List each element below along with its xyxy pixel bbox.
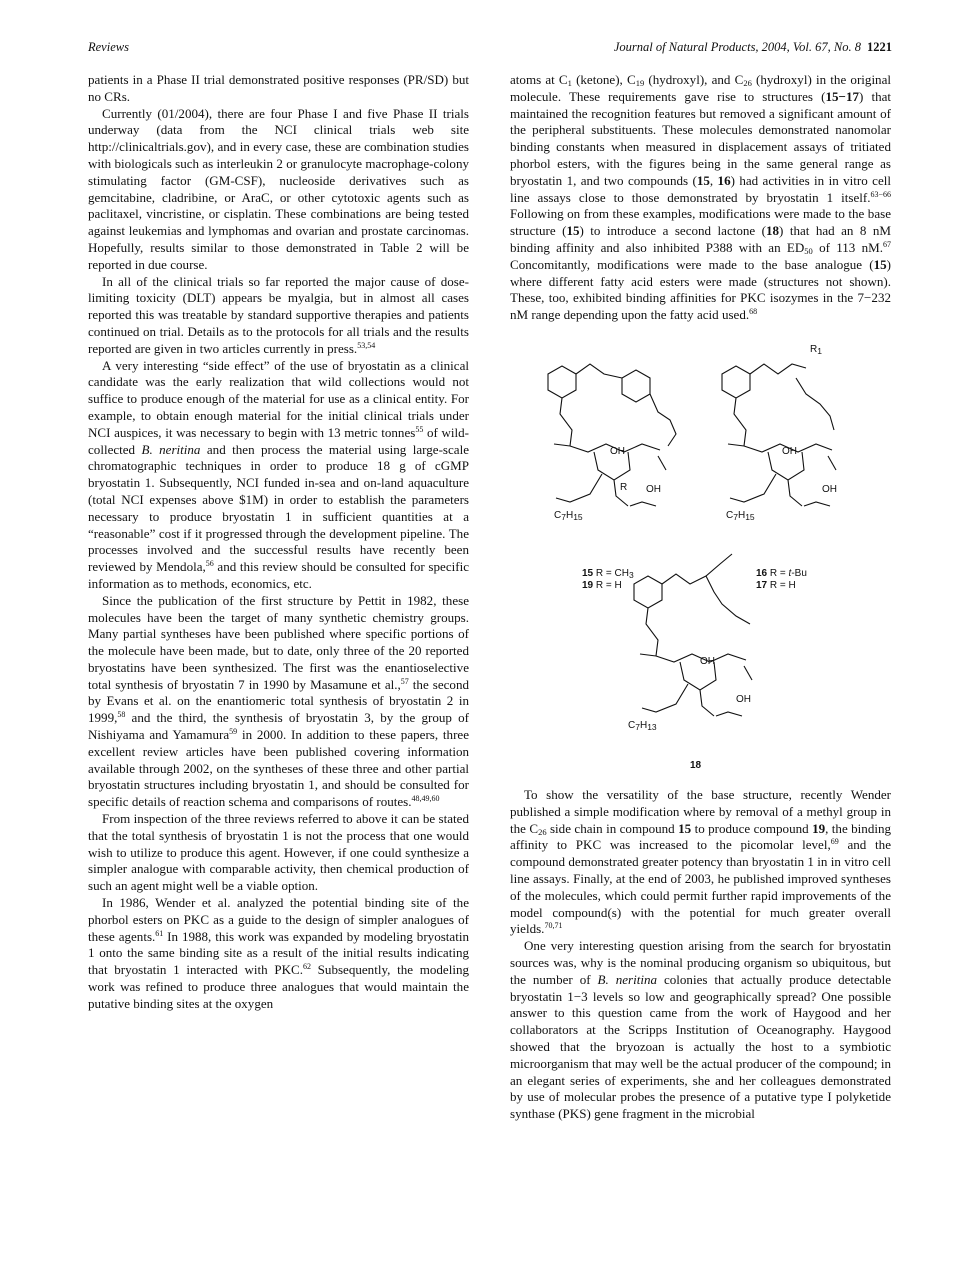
page-number: 1221	[867, 40, 892, 54]
structure-16-17	[722, 364, 836, 506]
reference: 70,71	[544, 921, 563, 931]
paragraph: patients in a Phase II trial demonstrated positive responses (PR/SD) but no CRs.	[88, 72, 469, 104]
compound-label-17: 17 R = H	[756, 579, 796, 591]
reference: 55	[415, 424, 424, 434]
section-label: Reviews	[88, 40, 129, 54]
reference: 67	[883, 239, 891, 249]
substituent-r-label: R	[620, 481, 628, 493]
substituent-r1-label: $R_1$	[810, 343, 822, 356]
reference: 56	[205, 559, 214, 569]
hydroxyl-label: OH	[646, 483, 661, 495]
compound-label-16: 16 R = t-Bu	[756, 567, 807, 579]
reference: 58	[117, 710, 126, 720]
paragraph: Since the publication of the first structure by Pettit in 1982, these molecules have been the target of many synthetic chemistry groups. Many partial syntheses have been published where specific portions of the molecule have been made, but to date, only three of the 20 reported bryostatins have been synthesized. The first was the enantioselective total synthesis of bryostatin 7 in 1990 by Masamune et al.,$^{57}$ the second by Evans et al. on the enantiomeric total synthesis of bryostatin 2 in 1999,58 and the third, the synthesis of bryostatin 3, by the group of Nishiyama and Yamamura$^{59}$ in 2000. In addition to these papers, three excellent review articles have been published covering information available through 2002, on the syntheses of these three and other partial bryostatin structures including bryostatin 1, and should be consulted for specific details of reaction schema and comparisons of routes.$^{48,49,60}$	[88, 592, 469, 810]
acyl-chain-label: $C_7H_{13}$	[628, 719, 657, 732]
journal-name: Journal of Natural Products, 2004, Vol. 67, No. 8	[613, 40, 861, 54]
hydroxyl-label: OH	[700, 655, 715, 667]
right-column	[510, 72, 891, 1123]
compound-label-19: 19 R = H	[582, 579, 622, 591]
paragraph: In all of the clinical trials so far reported the major cause of dose-limiting toxicity (DLT) appears be myalgia, but in almost all cases reported this was treatable by standard supportive therapies and patients continued on trial. Details as to the protocols for all trials and the results reported are given in two articles currently in press.$^{53,54}$	[88, 273, 469, 356]
hydroxyl-label: OH	[736, 693, 751, 705]
journal-citation	[614, 40, 892, 55]
running-header	[88, 40, 892, 60]
reference: 68	[749, 307, 758, 317]
acyl-chain-label: $C_7H_{15}$	[726, 509, 755, 522]
chemical-structures-figure	[510, 334, 891, 779]
structure-18	[634, 554, 752, 716]
paragraph: One very interesting question arising from the search for bryostatin sources was, why is the nominal producing organism so ubiquitous, but the number of B. neritina colonies that actually produce detectable bryostatin 1−3 levels so low and geographically spread? One possible answer to this question came from the work of Haygood and her collaborators at the Scripps Institution of Oceanography. Haygood showed that the bryozoan is actually the host to a symbiotic microorganism that may well be the actual producer of the compound; in an elegant series of experiments, she and her colleagues demonstrated by use of molecular probes the presence of a putative type I polyketide synthase (PKS) gene fragment in the microbial	[510, 938, 891, 1122]
compound-label-15: 15 $R = CH_3$	[582, 567, 634, 580]
paragraph: atoms at $C_1$ (ketone), $C_{19}$ (hydroxyl), and $C_{26}$ (hydroxyl) in the original molecule. These requirements gave rise to structures (15−17) that maintained the recognition features but removed a significant amount of the peripheral substituents. These molecules demonstrated nanomolar binding constants when measured in displacement assays of tritiated phorbol esters, with the figures being in the same general range as bryostatin 1, and two compounds (15, 16) had activities in in vitro cell line assays close to those demonstrated by bryostatin 1 itself.$^{63-66}$ Following on from these examples, modifications were made to the base structure (15) to introduce a second lactone (18) that had an 8 nM binding affinity and also inhibited P388 with an $ED_{50}$ of 113 nM.$^{67}$ Concomitantly, modifications were made to the base analogue (15) where different fatty acid esters were made (structures not shown). These, too, exhibited binding affinities for PKC isozymes in the 7−232 nM range depending upon the fatty acid used.$^{68}$	[510, 72, 892, 323]
compound-label-18: 18	[690, 759, 702, 771]
paragraph: A very interesting “side effect” of the use of bryostatin as a clinical candidate was the early realization that wild collections would not suffice to produce enough of the material for use as a clinical entity. For example, to obtain enough material for the initial clinical trials under NCI auspices, it was necessary to begin with 13 metric tonnes$^{55}$ of wild-collected B. neritina and then process the material using large-scale chromatographic techniques in order to produce 18 g of cGMP bryostatin 1. Subsequently, NCI funded in-sea and on-land aquaculture (total NCI expenses above $1M) in order to establish the parameters necessary to produce bryostatin 1 in sufficient quantities at a “reasonable” cost if it progressed through the development pipeline. The processes involved and the successful results have recently been reviewed by Mendola,$^{56}$ and this review should be consulted for specific information as to methods, economics, etc.	[88, 357, 469, 591]
hydroxyl-label: OH	[610, 445, 625, 457]
species-name: B. neritina	[141, 441, 201, 457]
hydroxyl-label: OH	[782, 445, 797, 457]
reference: 57	[400, 676, 409, 686]
hydroxyl-label: OH	[822, 483, 837, 495]
reference: 69	[830, 837, 839, 847]
paragraph: From inspection of the three reviews referred to above it can be stated that the total synthesis of bryostatin 1 is not the process that one would wish to utilize to produce this agent. However, if one could synthesize a simpler analogue with comparable activity, then chemical production of such an agent might well be a viable option.	[88, 811, 469, 894]
reference: 63−66	[870, 189, 891, 199]
reference: 59	[229, 727, 238, 737]
acyl-chain-label: $C_7H_{15}$	[554, 509, 583, 522]
structure-drawings	[510, 334, 891, 779]
left-column	[88, 72, 469, 1013]
paragraph: In 1986, Wender et al. analyzed the potential binding site of the phorbol esters on PKC as a guide to the design of simpler analogues of these agents.$^{61}$ In 1988, this work was expanded by modeling bryostatin 1 onto the same binding site as a result of the initial results indicating that bryostatin 1 interacted with PKC.$^{62}$ Subsequently, the modeling work was refined to produce three analogues that would maintain the putative binding sites at the oxygen	[88, 895, 469, 1011]
reference: 48,49,60	[411, 794, 440, 804]
reference: 62	[302, 962, 311, 972]
paragraph: Currently (01/2004), there are four Phase I and five Phase II trials underway (data from the NCI clinical trials web site http://clinicaltrials.gov), and in every case, these are combination studies with biologicals such as interleukin 2 or granulocyte macrophage-colony stimulating factor (GM-CSF), nucleoside derivatives such as gemcitabine, cladribine, or AraC, or other cytotoxic agents such as paclitaxel, vincristine, or cisplatin. These combinations are being tested against leukemias and lymphomas and ovarian and prostate carcinomas. Hopefully, results similar to those demonstrated in Table 2 will be reported in due course.	[88, 105, 469, 272]
reference: 61	[155, 928, 164, 938]
species-name: B. neritina	[597, 971, 658, 987]
reference: 53,54	[357, 340, 376, 350]
paragraph: To show the versatility of the base structure, recently Wender published a simple modification where by removal of a methyl group in the $C_{26}$ side chain in compound 15 to produce compound 19, the binding affinity to PKC was increased to the picomolar level,$^{69}$ and the compound demonstrated greater potency than bryostatin 1 in in vitro cell line assays. Finally, at the end of 2003, he published improved syntheses of the molecules, which could permit further rapid improvements of the model compound(s) with the potential for much greater overall yields.$^{70,71}$	[510, 786, 892, 937]
